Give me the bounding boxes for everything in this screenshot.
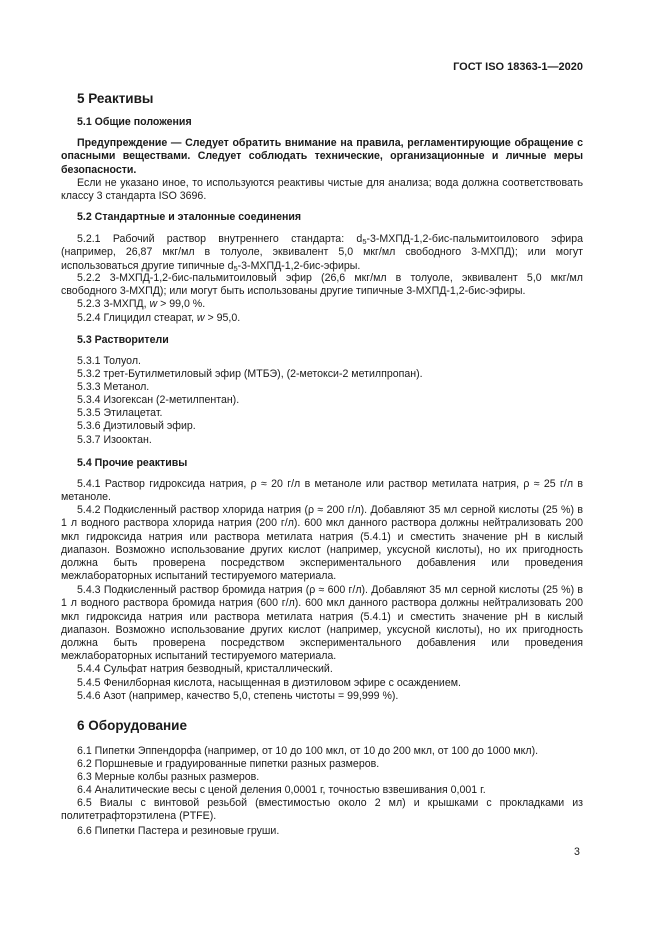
equipment-item: 6.2 Поршневые и градуированные пипетки разных размеров. [77, 758, 380, 770]
solvent-item: 5.3.6 Диэтиловый эфир. [77, 420, 196, 432]
clause-5-2-1-text-b: -3-МХПД-1,2-бис-пальмитоилового эфира (например, 26,87 мкг/мл в толуоле, эквивалент 5,0 мкг/мл свободного 3-МХПД); или могут использоваться другие типичные d [61, 233, 583, 272]
clause-5-2-3 [61, 298, 599, 311]
clause-5-2-3-symbol: w [149, 298, 158, 310]
clause-5-4-1: 5.4.1 Раствор гидроксида натрия, ρ ≈ 20 г/л в метаноле или раствор метилата натрия, ρ ≈ 25 г/л в метаноле. [61, 478, 583, 504]
clause-5-4-4: 5.4.4 Сульфат натрия безводный, кристаллический. [77, 663, 333, 675]
clause-6-6: 6.6 Пипетки Пастера и резиновые груши. [77, 825, 280, 837]
section-6-heading: 6 Оборудование [77, 718, 187, 733]
solvent-item: 5.3.7 Изооктан. [77, 434, 152, 446]
clause-5-4-3: 5.4.3 Подкисленный раствор бромида натрия (ρ ≈ 600 г/л). Добавляют 35 мл серной кислоты (25 %) в 1 л водного раствора бромида натрия (600 г/л). 600 мкл данного раствора должны нейтрализовать 200 мкл гидроксида натрия или раствора метилата натрия (5.4.1) и сместить значение рН в кислый диапазон. Возможно использование других кислот (например, уксусной кислоты), но их пригодность должна быть проверена посредством экспериментального добавления или проведения межлабораторных испытаний тестируемого материала. [61, 584, 583, 663]
clause-5-2-4-value: > 95,0. [204, 312, 241, 324]
solvent-item: 5.3.1 Толуол. [77, 355, 141, 367]
section-5-2-heading: 5.2 Стандартные и эталонные соединения [77, 211, 302, 223]
section-5-3-heading: 5.3 Растворители [77, 334, 169, 346]
clause-5-4-5: 5.4.5 Фенилборная кислота, насыщенная в диэтиловом эфире с осаждением. [77, 677, 461, 689]
section-5-1-heading: 5.1 Общие положения [77, 116, 192, 128]
clause-5-2-1-subscript-2: 5 [233, 263, 238, 273]
warning-paragraph: Предупреждение — Следует обратить внимание на правила, регламентирующие обращение с опасными веществами. Следует соблюдать технические, организационные и личные меры безопасности. [61, 137, 583, 176]
solvent-item: 5.3.2 трет-Бутилметиловый эфир (МТБЭ), (2-метокси-2 метилпропан). [77, 368, 423, 380]
clause-5-2-4-symbol: w [196, 312, 205, 324]
equipment-item: 6.1 Пипетки Эппендорфа (например, от 10 до 100 мкл, от 10 до 200 мкл, от 100 до 1000 мкл). [77, 745, 539, 757]
clause-5-2-1-subscript: 5 [362, 237, 367, 246]
clause-5-2-3-value: > 99,0 %. [157, 298, 206, 310]
solvent-item: 5.3.4 Изогексан (2-метилпентан). [77, 394, 240, 406]
solvent-item: 5.3.5 Этилацетат. [77, 407, 163, 419]
clause-5-2-1-text-a: 5.2.1 Рабочий раствор внутреннего стандарта: d [77, 233, 363, 245]
page-number: 3 [574, 846, 580, 858]
clause-5-2-4 [61, 312, 599, 325]
section-5-heading: 5 Реактивы [77, 91, 154, 106]
clause-5-2-2: 5.2.2 3-МХПД-1,2-бис-пальмитоиловый эфир (26,6 мкг/мл в толуоле, эквивалент 5,0 мкг/мл свободного 3-МХПД); или могут быть использованы другие типичные 3-МХПД-1,2-бис-эфиры. [61, 272, 583, 298]
equipment-item: 6.4 Аналитические весы с ценой деления 0,0001 г, точностью взвешивания 0,001 г. [77, 784, 486, 796]
clause-6-5: 6.5 Виалы с винтовой резьбой (вместимостью около 2 мл) и крышками с прокладками из политетрафторэтилена (PTFE). [61, 797, 583, 823]
section-5-1-text: Если не указано иное, то используются реактивы чистые для анализа; вода должна соответствовать классу 3 стандарта ISO 3696. [61, 177, 583, 203]
clause-5-2-4-text: 5.2.4 Глицидил стеарат, [77, 312, 197, 324]
solvent-item: 5.3.3 Метанол. [77, 381, 150, 393]
clause-5-2-3-text: 5.2.3 3-МХПД, [77, 298, 150, 310]
section-5-4-heading: 5.4 Прочие реактивы [77, 457, 188, 469]
clause-5-4-2: 5.4.2 Подкисленный раствор хлорида натрия (ρ ≈ 200 г/л). Добавляют 35 мл серной кислоты (25 %) в 1 л водного раствора хлорида натрия (200 г/л). 600 мкл данного раствора должны нейтрализовать 200 мкл гидроксида натрия или раствора метилата натрия (5.4.1) и сместить значение рН в кислый диапазон. Возможно использование других кислот (например, уксусной кислоты), но их пригодность должна быть проверена посредством экспериментального добавления или проведения межлабораторных испытаний тестируемого материала. [61, 504, 583, 583]
clause-5-4-6: 5.4.6 Азот (например, качество 5,0, степень чистоты = 99,999 %). [77, 690, 399, 702]
clause-5-2-1-text-c: -3-МХПД-1,2-бис-эфиры. [237, 259, 361, 272]
equipment-item: 6.3 Мерные колбы разных размеров. [77, 771, 260, 783]
document-header-id: ГОСТ ISO 18363-1—2020 [453, 61, 583, 73]
clause-5-2-1 [61, 233, 583, 273]
